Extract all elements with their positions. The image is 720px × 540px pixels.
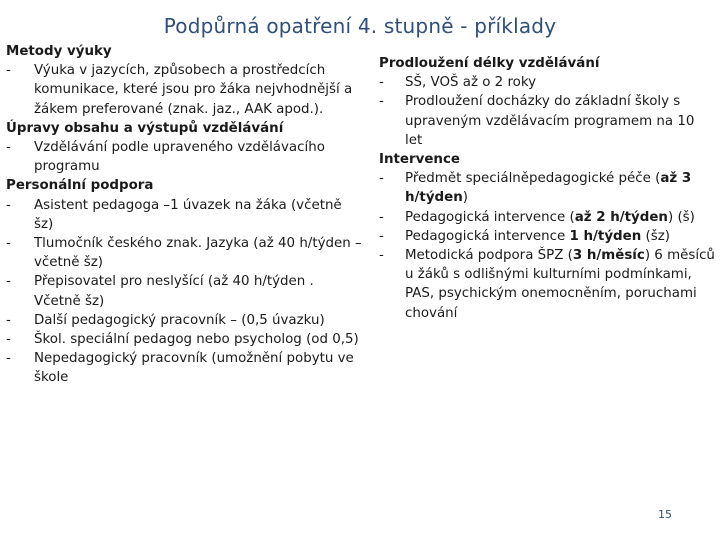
list-item — [379, 227, 715, 246]
right-column — [379, 42, 715, 323]
section-prodlouzeni — [379, 54, 715, 150]
section-heading: Personální podpora — [6, 178, 154, 194]
list-item-text: Nepedagogický pracovník (umožnění pobytu ve škole — [34, 351, 354, 386]
list-item-text: SŠ, VOŠ až o 2 roky — [405, 75, 537, 91]
left-column — [6, 42, 362, 388]
list-item-text-pre: Předmět speciálněpedagogické péče ( — [405, 171, 661, 187]
list-item — [6, 272, 362, 310]
section-personalni-podpora — [6, 176, 362, 387]
list-item-text: Přepisovatel pro neslyšící (až 40 h/týden . Včetně šz) — [34, 274, 314, 309]
list-item-text-bold: až 2 h/týden — [574, 209, 668, 225]
dash-bullet: - — [6, 236, 11, 252]
list-item — [379, 73, 715, 92]
section-metody-vyuky — [6, 42, 362, 119]
slide-title: Podpůrná opatření 4. stupně - příklady — [163, 14, 557, 38]
dash-bullet: - — [6, 332, 11, 348]
dash-bullet: - — [6, 197, 11, 213]
dash-bullet: - — [379, 209, 384, 225]
list-item — [379, 208, 715, 227]
dash-bullet: - — [379, 94, 384, 110]
section-upravy-obsahu — [6, 119, 362, 177]
list-item — [6, 311, 362, 330]
list-item-text: Vzdělávání podle upraveného vzdělávacího programu — [34, 140, 325, 175]
section-heading: Intervence — [379, 152, 460, 168]
section-heading: Metody výuky — [6, 44, 112, 59]
list-item — [6, 330, 362, 349]
dash-bullet: - — [379, 248, 384, 264]
dash-bullet: - — [6, 312, 11, 328]
list-item-text-pre: Metodická podpora ŠPZ ( — [405, 248, 573, 264]
list-item — [379, 246, 715, 323]
list-item-text-post: ) (š) — [667, 209, 695, 225]
dash-bullet: - — [6, 351, 11, 367]
list-item-text: Asistent pedagoga –1 úvazek na žáka (včetně šz) — [34, 197, 342, 232]
section-heading: Úpravy obsahu a výstupů vzdělávání — [6, 120, 284, 136]
list-item-text-bold: 1 h/týden — [569, 228, 642, 244]
list-item-text: Škol. speciální pedagog nebo psycholog (od 0,5) — [34, 332, 359, 348]
list-item-text: Další pedagogický pracovník – (0,5 úvazku) — [34, 312, 325, 328]
list-item — [6, 196, 362, 234]
list-item — [6, 349, 362, 387]
list-item — [6, 138, 362, 176]
list-item-text: Prodloužení docházky do základní školy s upraveným vzdělávacím programem na 10 let — [405, 94, 695, 148]
list-item — [379, 92, 715, 150]
section-heading: Prodloužení délky vzdělávání — [379, 56, 600, 71]
list-item — [379, 169, 715, 207]
dash-bullet: - — [6, 140, 11, 156]
list-item-text: Výuka v jazycích, způsobech a prostředcích komunikace, které jsou pro žáka nejvhodnější a žákem preferované (znak. jaz., AAK apod.). — [34, 63, 353, 117]
list-item-text-post: ) 6 měsíců u žáků s odlišnými kulturními podmínkami, PAS, psychickým onemocněním, poruchami chování — [405, 248, 715, 321]
page-number: 15 — [658, 508, 672, 521]
dash-bullet: - — [6, 274, 11, 290]
list-item-text-bold: až 3 h/týden — [405, 171, 692, 206]
list-item — [6, 61, 362, 119]
dash-bullet: - — [6, 63, 11, 79]
section-intervence — [379, 150, 715, 323]
list-item-text-post: (šz) — [641, 228, 670, 244]
list-item-text-pre: Pedagogická intervence — [405, 228, 570, 244]
list-item — [6, 234, 362, 272]
list-item-text: Tlumočník českého znak. Jazyka (až 40 h/týden – včetně šz) — [34, 236, 362, 271]
dash-bullet: - — [379, 171, 384, 187]
list-item-text-pre: Pedagogická intervence ( — [405, 209, 575, 225]
list-item-text-post: ) — [462, 190, 468, 206]
dash-bullet: - — [379, 75, 384, 91]
dash-bullet: - — [379, 228, 384, 244]
list-item-text-bold: 3 h/měsíc — [572, 248, 645, 264]
